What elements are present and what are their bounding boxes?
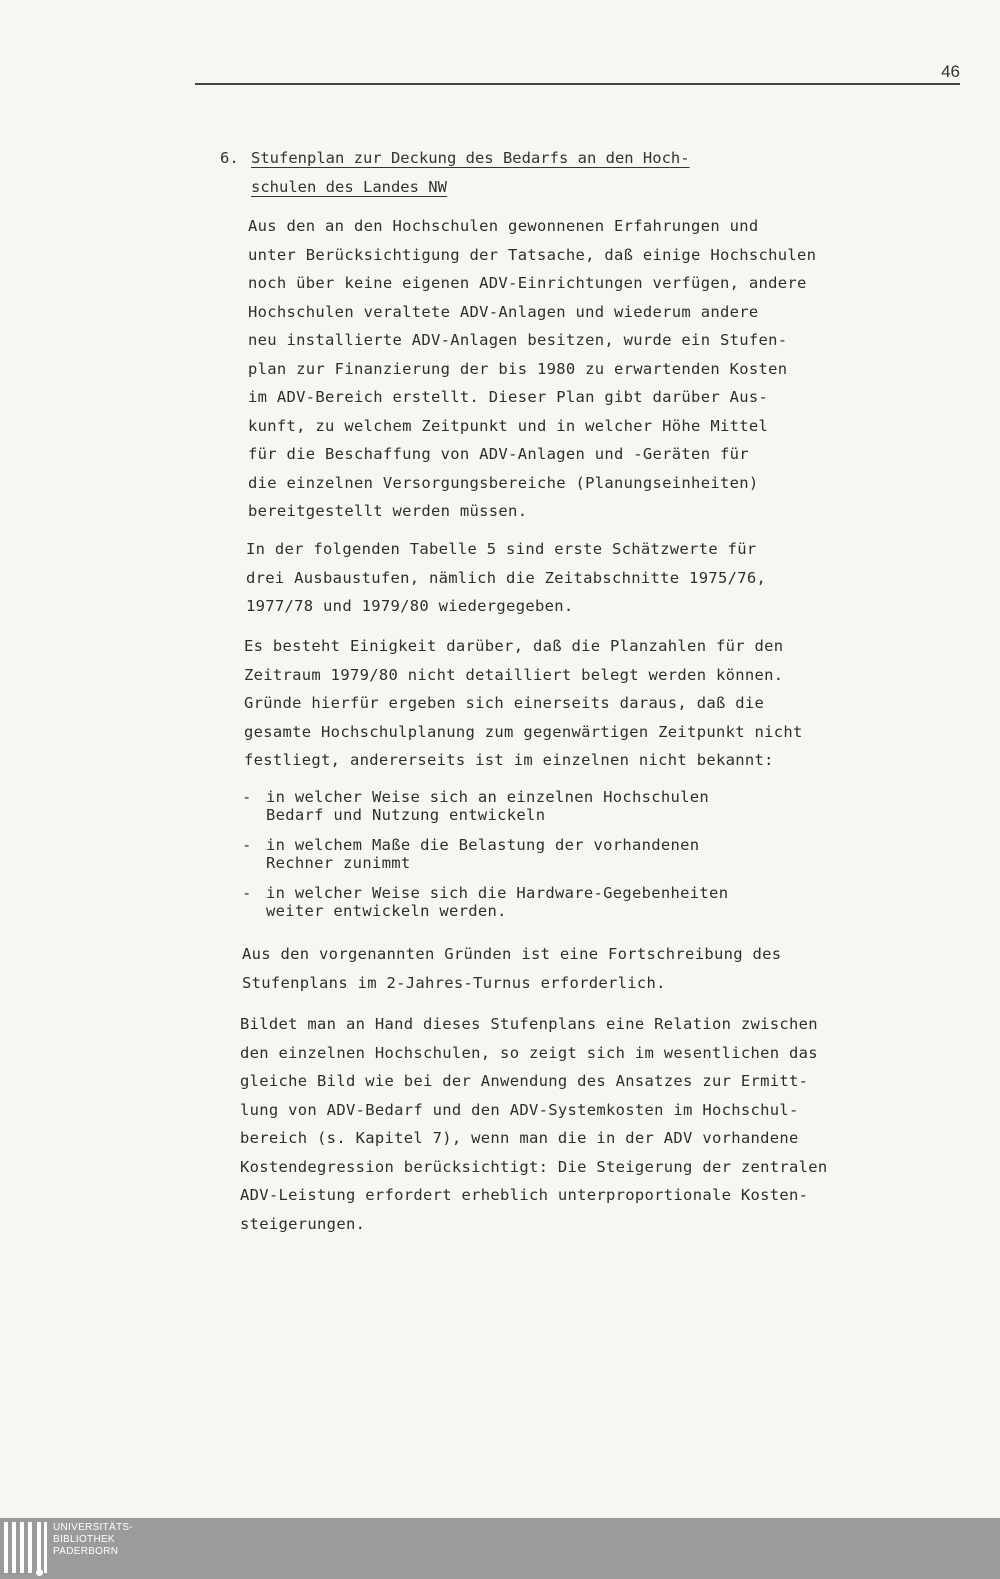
text-line: Bedarf und Nutzung entwickeln	[266, 806, 546, 824]
text-line: plan zur Finanzierung der bis 1980 zu erwartenden Kosten	[248, 359, 788, 378]
text-line: Rechner zunimmt	[266, 854, 411, 872]
list-item	[242, 836, 942, 872]
text-line: in welchem Maße die Belastung der vorhandenen	[266, 836, 700, 854]
text-line: in welcher Weise sich die Hardware-Gegebenheiten	[266, 884, 729, 902]
text-line: noch über keine eigenen ADV-Einrichtungen verfügen, andere	[248, 274, 807, 292]
text-line: gleiche Bild wie bei der Anwendung des Ansatzes zur Ermitt-	[240, 1072, 809, 1090]
text-line: festliegt, andererseits ist im einzelnen nicht bekannt:	[244, 751, 774, 769]
text-line: Es besteht Einigkeit darüber, daß die Planzahlen für den	[244, 637, 784, 655]
text-line: ADV-Leistung erfordert erheblich unterproportionale Kosten-	[240, 1186, 809, 1204]
text-line: Kostendegression berücksichtigt: Die Steigerung der zentralen	[240, 1157, 828, 1176]
paragraph-5	[240, 1010, 940, 1238]
text-line: gesamte Hochschulplanung zum gegenwärtigen Zeitpunkt nicht	[244, 722, 803, 741]
section-number: 6.	[220, 149, 239, 167]
logo-text	[53, 1522, 133, 1558]
text-line: Zeitraum 1979/80 nicht detailliert belegt werden können.	[244, 665, 784, 684]
text-line: weiter entwickeln werden.	[266, 902, 507, 920]
logo-dot-icon	[36, 1569, 43, 1576]
text-line: Aus den vorgenannten Gründen ist eine Fortschreibung des	[242, 945, 782, 963]
header-rule	[195, 83, 960, 85]
text-line: Stufenplans im 2-Jahres-Turnus erforderlich.	[242, 973, 666, 992]
text-line: kunft, zu welchem Zeitpunkt und in welcher Höhe Mittel	[248, 416, 769, 435]
bullet-dash: -	[242, 788, 252, 806]
section-title-line-2: schulen des Landes NW	[251, 178, 447, 196]
section-title-line-1: Stufenplan zur Deckung des Bedarfs an den Hoch-	[251, 149, 690, 167]
paragraph-3	[244, 632, 944, 775]
paragraph-2	[246, 535, 946, 621]
page-number: 46	[941, 62, 960, 81]
text-line: in welcher Weise sich an einzelnen Hochschulen	[266, 788, 710, 806]
list-item	[242, 788, 942, 824]
text-line: Gründe hierfür ergeben sich einerseits daraus, daß die	[244, 694, 765, 712]
bullet-dash: -	[242, 884, 252, 902]
text-line: neu installierte ADV-Anlagen besitzen, wurde ein Stufen-	[248, 331, 788, 349]
text-line: bereich (s. Kapitel 7), wenn man die in der ADV vorhandene	[240, 1129, 799, 1147]
logo-text-line: BIBLIOTHEK	[53, 1534, 115, 1545]
logo-text-line: PADERBORN	[53, 1546, 119, 1557]
text-line: den einzelnen Hochschulen, so zeigt sich im wesentlichen das	[240, 1043, 818, 1062]
text-line: für die Beschaffung von ADV-Anlagen und -Geräten für	[248, 445, 749, 463]
text-line: In der folgenden Tabelle 5 sind erste Schätzwerte für	[246, 540, 757, 558]
text-line: die einzelnen Versorgungsbereiche (Planungseinheiten)	[248, 473, 759, 492]
section-heading	[220, 144, 820, 202]
library-logo	[0, 1518, 160, 1579]
logo-text-line: UNIVERSITÄTS-	[53, 1522, 134, 1533]
text-line: 1977/78 und 1979/80 wiedergegeben.	[246, 597, 574, 615]
list-item	[242, 884, 942, 920]
paragraph-4	[242, 940, 942, 997]
text-line: Hochschulen veraltete ADV-Anlagen und wiederum andere	[248, 302, 759, 321]
text-line: Bildet man an Hand dieses Stufenplans eine Relation zwischen	[240, 1015, 818, 1033]
bullet-list	[242, 788, 942, 932]
text-line: bereitgestellt werden müssen.	[248, 502, 528, 520]
text-line: im ADV-Bereich erstellt. Dieser Plan gibt darüber Aus-	[248, 388, 769, 406]
text-line: Aus den an den Hochschulen gewonnenen Erfahrungen und	[248, 217, 759, 235]
paragraph-1	[248, 212, 948, 526]
text-line: drei Ausbaustufen, nämlich die Zeitabschnitte 1975/76,	[246, 568, 767, 587]
text-line: lung von ADV-Bedarf und den ADV-Systemkosten im Hochschul-	[240, 1100, 799, 1119]
bullet-dash: -	[242, 836, 252, 854]
text-line: unter Berücksichtigung der Tatsache, daß einige Hochschulen	[248, 245, 817, 264]
text-line: steigerungen.	[240, 1214, 366, 1233]
